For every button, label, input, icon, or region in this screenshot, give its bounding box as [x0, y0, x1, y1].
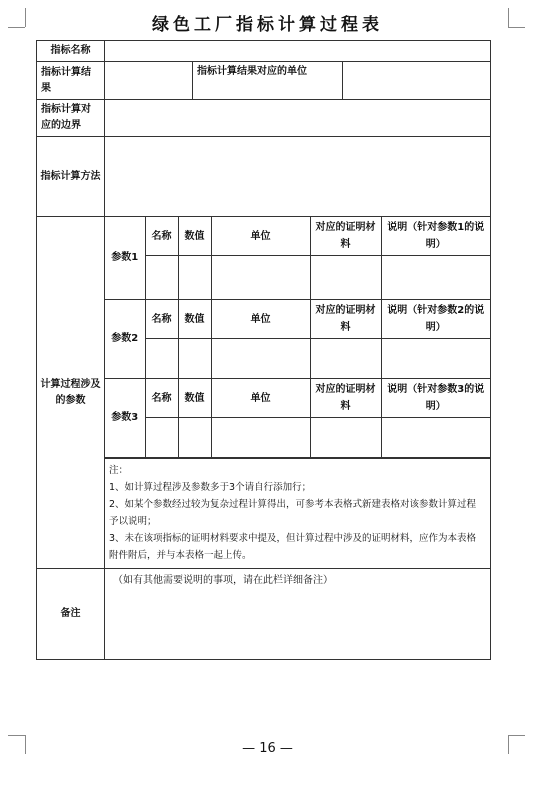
param-1-value-field[interactable] — [178, 256, 211, 300]
indicator-name-field[interactable] — [105, 41, 491, 62]
param-1-name-field[interactable] — [145, 256, 178, 300]
notes-item-1: 1、如计算过程涉及参数多于3个请自行添加行； — [109, 482, 312, 493]
result-field[interactable] — [105, 62, 193, 100]
result-label: 指标计算结果 — [37, 62, 105, 100]
notes-heading: 注： — [109, 465, 129, 476]
param-3-name-header: 名称 — [145, 379, 178, 418]
param-1-value-header: 数值 — [178, 217, 211, 256]
remarks-label: 备注 — [37, 569, 105, 660]
param-3-value-field[interactable] — [178, 418, 211, 458]
method-label: 指标计算方法 — [37, 137, 105, 217]
parameters-table — [105, 217, 490, 458]
param-2-unit-field[interactable] — [211, 339, 310, 379]
param-2-evidence-field[interactable] — [310, 339, 381, 379]
param-3-desc-header: 说明（针对参数3的说明） — [381, 379, 490, 418]
indicator-calculation-form — [36, 40, 491, 660]
remarks-hint: （如有其他需要说明的事项，请在此栏详细备注） — [113, 575, 333, 586]
param-1-label: 参数1 — [105, 217, 145, 300]
param-2-label: 参数2 — [105, 300, 145, 379]
param-3-value-header: 数值 — [178, 379, 211, 418]
param-1-desc-header: 说明（针对参数1的说明） — [381, 217, 490, 256]
param-3-unit-header: 单位 — [211, 379, 310, 418]
crop-mark — [8, 735, 25, 736]
crop-mark — [508, 735, 525, 736]
page-number: — 16 — — [242, 741, 293, 756]
notes-block — [105, 459, 491, 569]
notes-item-3: 3、未在该项指标的证明材料要求中提及，但计算过程中涉及的证明材料，应作为本表格附件附后，并与本表格一起上传。 — [109, 533, 477, 561]
param-1-name-header: 名称 — [145, 217, 178, 256]
param-3-evidence-field[interactable] — [310, 418, 381, 458]
param-2-desc-field[interactable] — [381, 339, 490, 379]
param-1-unit-field[interactable] — [211, 256, 310, 300]
page-title: 绿色工厂指标计算过程表 — [152, 15, 383, 35]
boundary-label: 指标计算对应的边界 — [37, 100, 105, 137]
notes-item-2: 2、如某个参数经过较为复杂过程计算得出，可参考本表格式新建表格对该参数计算过程予以说明； — [109, 499, 477, 527]
param-1-evidence-header: 对应的证明材料 — [310, 217, 381, 256]
param-1-unit-header: 单位 — [211, 217, 310, 256]
param-3-label: 参数3 — [105, 379, 145, 458]
param-2-name-header: 名称 — [145, 300, 178, 339]
method-field[interactable] — [105, 137, 491, 217]
param-3-desc-field[interactable] — [381, 418, 490, 458]
parameters-block — [105, 217, 491, 459]
indicator-name-label: 指标名称 — [37, 41, 105, 62]
param-2-value-field[interactable] — [178, 339, 211, 379]
param-3-name-field[interactable] — [145, 418, 178, 458]
param-2-desc-header: 说明（针对参数2的说明） — [381, 300, 490, 339]
param-2-value-header: 数值 — [178, 300, 211, 339]
param-2-name-field[interactable] — [145, 339, 178, 379]
param-2-unit-header: 单位 — [211, 300, 310, 339]
result-unit-label: 指标计算结果对应的单位 — [193, 62, 343, 100]
param-1-evidence-field[interactable] — [310, 256, 381, 300]
process-label: 计算过程涉及的参数 — [37, 217, 105, 569]
param-3-unit-field[interactable] — [211, 418, 310, 458]
remarks-field[interactable] — [105, 569, 491, 660]
param-2-evidence-header: 对应的证明材料 — [310, 300, 381, 339]
param-3-evidence-header: 对应的证明材料 — [310, 379, 381, 418]
boundary-field[interactable] — [105, 100, 491, 137]
param-1-desc-field[interactable] — [381, 256, 490, 300]
result-unit-field[interactable] — [343, 62, 491, 100]
